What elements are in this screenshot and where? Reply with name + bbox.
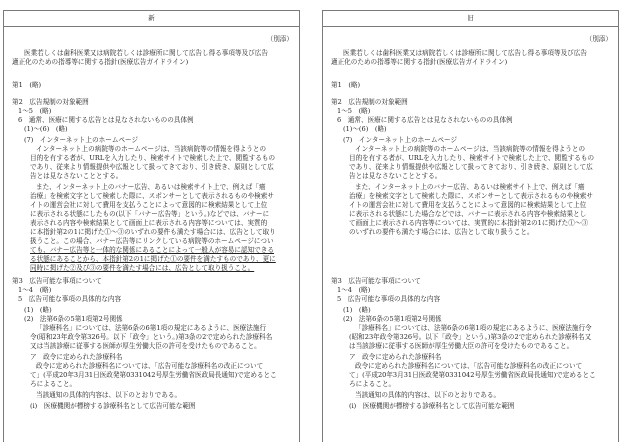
text-line: であり、従来より情報提供や広報として扱ってきており、引き続き、原則として広 [349, 163, 593, 171]
text-line: また、インターネット上のバナー広告、あるいは検索サイト上で、例えば「癌 [36, 183, 266, 191]
text-line: インターネット上の病院等のホームページは、当該病院等の情報を得ようとの [355, 145, 586, 153]
text-line: 1～4 (略) [18, 286, 52, 294]
text-line: 適正化のための指導等に関する指針(医療広告ガイドライン) [331, 58, 508, 66]
text-line: 目的を有する者が、URLを入力したり、検索サイトで検索した上で、閲覧するもの [30, 154, 276, 162]
text-line: また、インターネット上のバナー広告、あるいは検索サイト上で、例えば「癌 [355, 183, 585, 191]
text-line: (7) インターネット上のホームページ [343, 136, 458, 144]
text-line: 扱うこと。この場合、バナー広告等にリンクしている病院等のホームページについ [30, 237, 274, 245]
text-line: 1～5 (略) [18, 107, 52, 115]
text-line: に本指針第2の1に掲げた①～③のいずれの要件も満たす場合には、広告として取り [30, 228, 276, 236]
text-line: ても、バナー広告等と一体的な関係にあることによって一般人が容易に認知できる [30, 246, 274, 254]
text-line: 「診療科名」については、法第6条の6第1項の規定にあるように、医療法施行令 [355, 324, 592, 332]
text-line: ア 政令に定められた診療科名 [30, 353, 123, 361]
text-line: 医業若しくは歯科医業又は病院若しくは診療所に関して広告し得る事項等及び広告 [343, 49, 587, 57]
text-line: る状態にあることから、本指針第2の1に掲げた①の要件を満たすものであり、更に [30, 255, 276, 263]
text-line: (1)～(6) (略) [24, 125, 68, 133]
text-line: 医業若しくは歯科医業又は病院若しくは診療所に関して広告し得る事項等及び広告 [24, 49, 268, 57]
text-line: 告とは見なさないこととする。 [30, 172, 123, 180]
text-line: て」(平成20年3月31日医政発第0331042号厚生労働省医政局長通知)で定めるとこ [30, 371, 277, 379]
text-line: ア 政令に定められた診療科名 [349, 353, 442, 361]
text-line: 第2 広告規制の対象範囲 [331, 98, 408, 106]
text-line: （別添） [266, 35, 293, 43]
text-line: (1) (略) [343, 306, 371, 314]
text-line: 又は当該診療に従事する医師が厚生労働大臣の許可を受けたものであること。 [30, 342, 261, 350]
text-line: 同時に掲げた②及び③の要件を満たす場合には、広告として取り扱うこと。 [30, 264, 255, 272]
text-line: であり、従来より情報提供や広報として扱ってきており、引き続き、原則として広 [30, 163, 274, 171]
text-line: 告とは見なさないこととする。 [349, 172, 442, 180]
text-line: 第3 広告可能な事項について [12, 277, 102, 285]
text-line: インターネット上の病院等のホームページは、当該病院等の情報を得ようとの [36, 145, 267, 153]
text-line: (昭和23年政令第326号。以下「政令」という。)第3条の2で定められた診療科名又 [349, 333, 592, 341]
text-line: は当該診療に従事する医師が厚生労働大臣の許可を受けたものであること。 [349, 342, 574, 350]
text-line: に表示される状態にしたもの(以下「バナー広告等」という。)などでは、バナーに [30, 210, 270, 218]
text-line: (1)～(6) (略) [343, 125, 387, 133]
text-line: 表示される内容や検索結果として画面上に表示される内容等については、実質的 [30, 219, 268, 227]
text-line: （別添） [585, 35, 612, 43]
text-line: 治療」を検索文字として検索した際に、スポンサーとして表示されるものや検索サ [30, 192, 274, 200]
text-line: 1～5 (略) [337, 107, 371, 115]
text-line: 5 広告可能な事項の具体的な内容 [337, 295, 441, 303]
text-line: 「診療科名」については、法第6条の6第1項の規定にあるように、医療法施行 [36, 324, 267, 332]
text-line: ろによること。 [349, 380, 396, 388]
old-column [322, 10, 619, 442]
text-line: 令(昭和23年政令第326号。以下「政令」という。)第3条の2で定められた診療科名 [30, 333, 273, 341]
text-line: に表示される状態にした場合などでは、バナーに表示される内容や検索結果とし [349, 210, 587, 218]
text-line: 第1 (略) [12, 81, 42, 89]
text-line: 第3 広告可能な事項について [331, 277, 421, 285]
text-line: (ⅰ) 医療機関が標榜する診療科名として広告可能な範囲 [349, 402, 515, 410]
text-line: (1) (略) [24, 306, 52, 314]
text-line: ろによること。 [30, 380, 77, 388]
new-column [3, 10, 300, 442]
text-line: イトの運営会社に対して費用を支払うことによって意図的に検索結果として上位 [30, 201, 268, 209]
text-line: (2) 法第6条の5第1項第2号関係 [343, 315, 442, 323]
new-column-header: 新 [4, 11, 299, 27]
text-line: のいずれの要件も満たす場合には、広告として取り扱うこと。 [349, 228, 534, 236]
text-line: て画面上に表示される内容等については、実質的に本指針第2の1に掲げた①～③ [349, 219, 589, 227]
text-line: (7) インターネット上のホームページ [24, 136, 139, 144]
old-column-header: 旧 [323, 11, 618, 27]
text-line: 第1 (略) [331, 81, 361, 89]
text-line: 6 通常、医療に関する広告とは見なされないものの具体例 [18, 116, 194, 124]
text-line: 適正化のための指導等に関する指針(医療広告ガイドライン) [12, 58, 189, 66]
text-line: (ⅰ) 医療機関が標榜する診療科名として広告可能な範囲 [30, 402, 196, 410]
text-line: 第2 広告規制の対象範囲 [12, 98, 89, 106]
text-line: 当該通知の具体的内容は、以下のとおりである。 [36, 391, 182, 399]
text-line: (2) 法第6条の5第1項第2号関係 [24, 315, 123, 323]
text-line: 当該通知の具体的内容は、以下のとおりである。 [355, 391, 501, 399]
text-line: 1～4 (略) [337, 286, 371, 294]
text-line: 政令に定められた診療科名については、「広告可能な診療科名の改正について [36, 362, 264, 370]
text-line: 治療」を検索文字として検索した際に、スポンサーとして表示されるものや検索サ [349, 192, 593, 200]
text-line: 政令に定められた診療科名については、「広告可能な診療科名の改正について [355, 362, 583, 370]
text-line: イトの運営会社に対して費用を支払うことによって意図的に検索結果として上位 [349, 201, 587, 209]
text-line: て」(平成20年3月31日医政発第0331042号厚生労働省医政局長通知)で定めるとこ [349, 371, 596, 379]
text-line: 目的を有する者が、URLを入力したり、検索サイトで検索した上で、閲覧するもの [349, 154, 595, 162]
text-line: 6 通常、医療に関する広告とは見なされないものの具体例 [337, 116, 513, 124]
text-line: 5 広告可能な事項の具体的な内容 [18, 295, 122, 303]
